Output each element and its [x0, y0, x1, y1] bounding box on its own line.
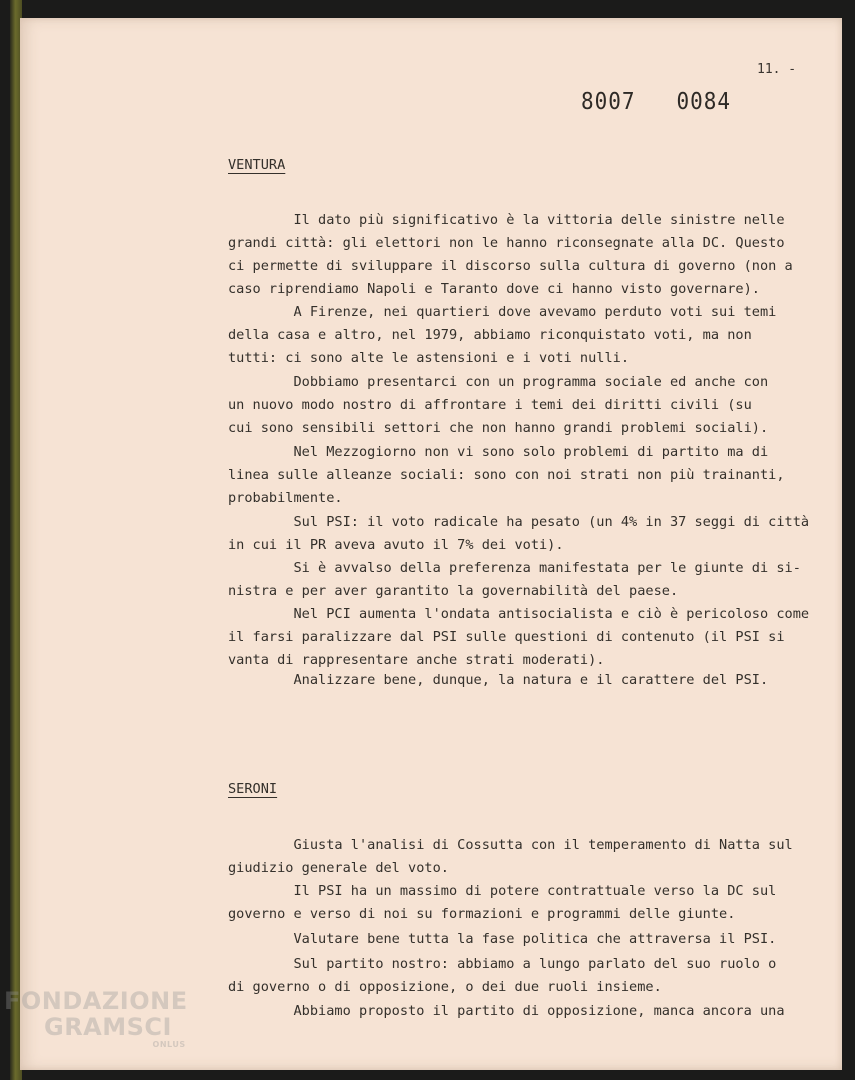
paragraph: Analizzare bene, dunque, la natura e il carattere del PSI. [228, 672, 769, 688]
paragraph: Valutare bene tutta la fase politica che attraversa il PSI. [228, 931, 777, 947]
paragraph: Si è avvalso della preferenza manifestata per le giunte di si- nistra e per aver garantito la governabilità del paese. [228, 560, 801, 599]
watermark-line3: ONLUS [152, 1040, 186, 1049]
paragraph: Dobbiamo presentarci con un programma sociale ed anche con un nuovo modo nostro di affrontare i temi dei diritti civili (su cui sono sensibili settori che non hanno grandi problemi sociali). [228, 374, 769, 436]
paragraph: A Firenze, nei quartieri dove avevamo perduto voti sui temi della casa e altro, nel 1979, abbiamo riconquistato voti, ma non tutti: ci sono alte le astensioni e i voti nulli. [228, 304, 777, 366]
watermark-line2: GRAMSCI [44, 1013, 172, 1041]
speaker-heading-ventura: VENTURA [228, 157, 286, 173]
paragraph: Abbiamo proposto il partito di opposizione, manca ancora una [228, 1003, 785, 1019]
page-number: 11. - [757, 62, 797, 77]
archive-stamp-code: 8007 0084 [581, 88, 732, 115]
paragraph: Nel Mezzogiorno non vi sono solo problemi di partito ma di linea sulle alleanze sociali: sono con noi strati non più trainanti, probabilmente. [228, 444, 785, 506]
paragraph: Il dato più significativo è la vittoria delle sinistre nelle grandi città: gli elettori non le hanno riconsegnate alla DC. Questo ci permette di sviluppare il discorso sulla cultura di governo (non a caso riprendiamo Napoli e Taranto dove ci hanno visto governare). [228, 212, 793, 297]
document-page [20, 18, 842, 1070]
paragraph: Nel PCI aumenta l'ondata antisocialista e ciò è pericoloso come il farsi paralizzare dal PSI sulle questioni di contenuto (il PSI si vanta di rappresentare anche strati moderati). [228, 606, 810, 668]
speaker-heading-seroni: SERONI [228, 781, 278, 797]
paragraph: Giusta l'analisi di Cossutta con il temperamento di Natta sul giudizio generale del voto. [228, 837, 793, 876]
watermark-line1: FONDAZIONE [4, 987, 188, 1015]
paragraph: Sul PSI: il voto radicale ha pesato (un 4% in 37 seggi di città in cui il PR aveva avuto il 7% dei voti). [228, 514, 810, 553]
paragraph: Sul partito nostro: abbiamo a lungo parlato del suo ruolo o di governo o di opposizione, o dei due ruoli insieme. [228, 956, 777, 995]
paragraph: Il PSI ha un massimo di potere contrattuale verso la DC sul governo e verso di noi su formazioni e programmi delle giunte. [228, 883, 777, 922]
